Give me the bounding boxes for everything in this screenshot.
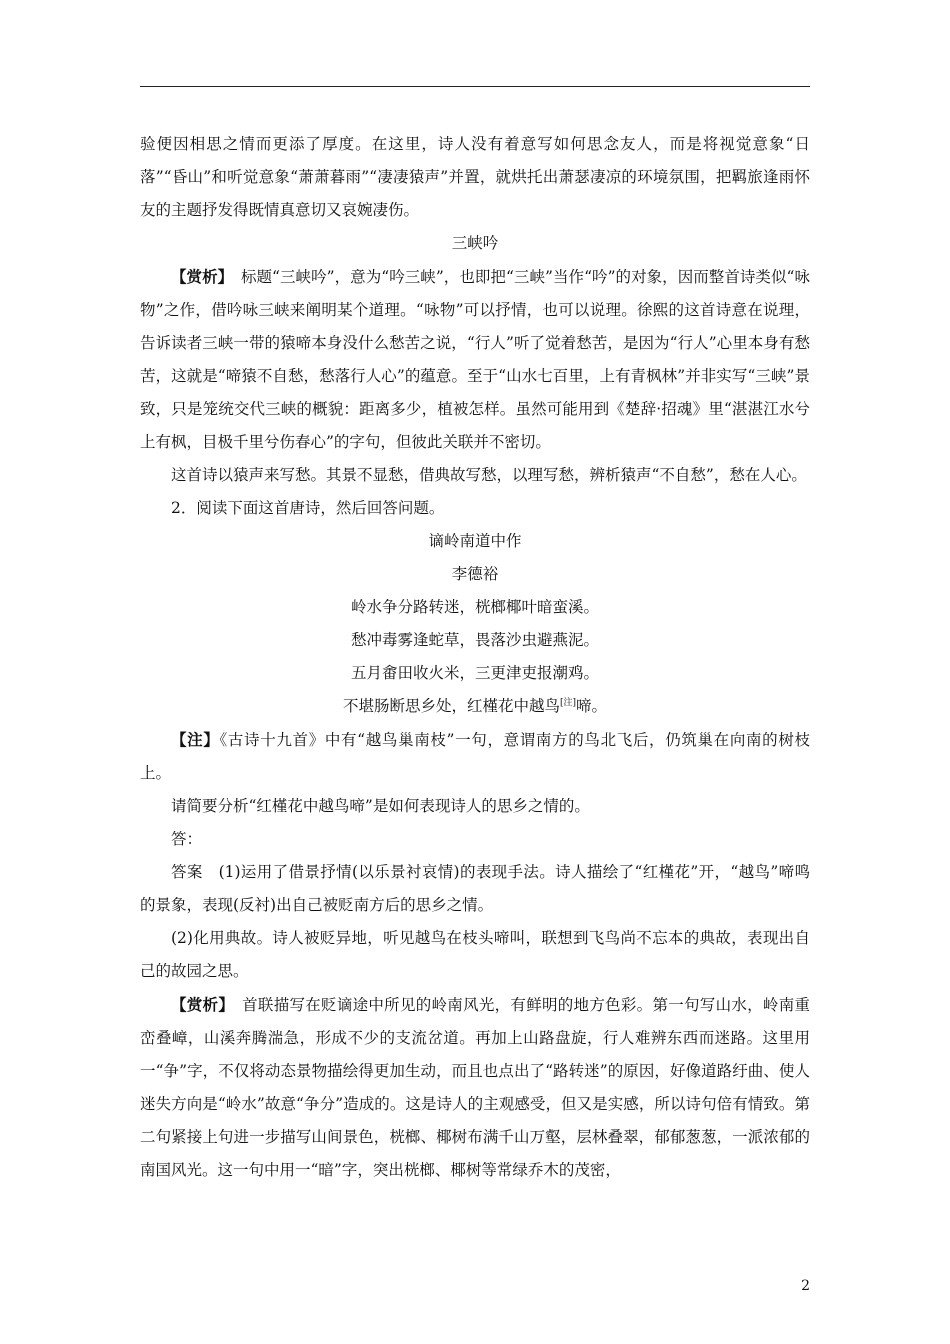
poem-line-3: 五月畬田收火米，三更津吏报潮鸡。 — [350, 664, 599, 682]
note-tag: 【注】 — [171, 730, 220, 749]
poem-line-4-text: 不堪肠断思乡处，红槿花中越鸟 — [342, 697, 560, 715]
poem-line-2: 愁冲毒雾逢蛇草，畏落沙虫避燕泥。 — [350, 631, 599, 649]
note-paragraph — [140, 723, 810, 790]
footnote-marker: [注] — [559, 697, 577, 708]
question-text: 请简要分析“红槿花中越鸟啼”是如何表现诗人的思乡之情的。 — [171, 797, 590, 815]
appreciation-tag: 【赏析】 — [171, 267, 234, 286]
header-rule — [140, 86, 810, 87]
appreciation-tag-2: 【赏析】 — [171, 995, 235, 1014]
poem-title: 谪岭南道中作 — [428, 532, 522, 550]
page-number: 2 — [801, 1278, 810, 1294]
poem-line-4-end: 啼。 — [576, 697, 608, 715]
summary-paragraph: 这首诗以猿声来写愁。其景不显愁，借典故写愁，以理写愁，辨析猿声“不自愁”，愁在人心。 — [171, 466, 807, 484]
poem-title-sanxiayin: 三峡吟 — [451, 234, 499, 252]
question-2-heading: 2．阅读下面这首唐诗，然后回答问题。 — [171, 499, 445, 517]
poem-author: 李德裕 — [451, 565, 499, 583]
answer-label: 答： — [171, 830, 203, 848]
appreciation-paragraph-2 — [140, 988, 810, 1187]
paragraph-continuation: 验便因相思之情而更添了厚度。在这里，诗人没有着意写如何思念友人，而是将视觉意象“日落”“昏山”和听觉意象“萧萧暮雨”“凄凄猿声”并置，就烘托出萧瑟凄凉的环境氛围，把羁旅逢雨怀友的主题抒发得既情真意切又哀婉凄伤。 — [140, 135, 810, 219]
poem-line-4 — [140, 690, 810, 723]
answer-point-1: 答案 (1)运用了借景抒情(以乐景衬哀情)的表现手法。诗人描绘了“红槿花”开，“越鸟”啼鸣的景象，表现(反衬)出自己被贬南方后的思乡之情。 — [140, 863, 810, 914]
answer-point-2: (2)化用典故。诗人被贬异地，听见越鸟在枝头啼叫，联想到飞鸟尚不忘本的典故，表现出自己的故园之思。 — [140, 929, 810, 980]
appreciation-paragraph-1 — [140, 260, 810, 459]
page-content — [140, 128, 810, 1187]
appreciation-text-1: 标题“三峡吟”，意为“吟三峡”，也即把“三峡”当作“吟”的对象，因而整首诗类似“咏物”之作，借吟咏三峡来阐明某个道理。“咏物”可以抒情，也可以说理。徐熙的这首诗意在说理，告诉读者三峡一带的猿啼本身没什么愁苦之说，“行人”听了觉着愁苦，是因为“行人”心里本身有愁苦，这就是“啼猿不自愁，愁落行人心”的蕴意。至于“山水七百里，上有青枫林”并非实写“三峡”景致，只是笼统交代三峡的概貌：距离多少，植被怎样。虽然可能用到《楚辞·招魂》里“湛湛江水兮上有枫，目极千里兮伤春心”的字句，但彼此关联并不密切。 — [140, 268, 810, 451]
poem-line-1: 岭水争分路转迷，桄榔椰叶暗蛮溪。 — [350, 598, 599, 616]
appreciation-text-2: 首联描写在贬谪途中所见的岭南风光，有鲜明的地方色彩。第一句写山水，岭南重峦叠嶂，山溪奔腾湍急，形成不少的支流岔道。再加上山路盘旋，行人难辨东西而迷路。这里用一“争”字，不仅将动态景物描绘得更加生动，而且也点出了“路转迷”的原因，好像道路纡曲、使人迷失方向是“岭水”故意“争分”造成的。这是诗人的主观感受，但又是实感，所以诗句倍有情致。第二句紧接上句进一步描写山间景色，桄榔、椰树布满千山万壑，层林叠翠，郁郁葱葱，一派浓郁的南国风光。这一句中用一“暗”字，突出桄榔、椰树等常绿乔木的茂密， — [140, 996, 810, 1179]
note-text: 《古诗十九首》中有“越鸟巢南枝”一句，意谓南方的鸟北飞后，仍筑巢在向南的树枝上。 — [140, 731, 810, 782]
